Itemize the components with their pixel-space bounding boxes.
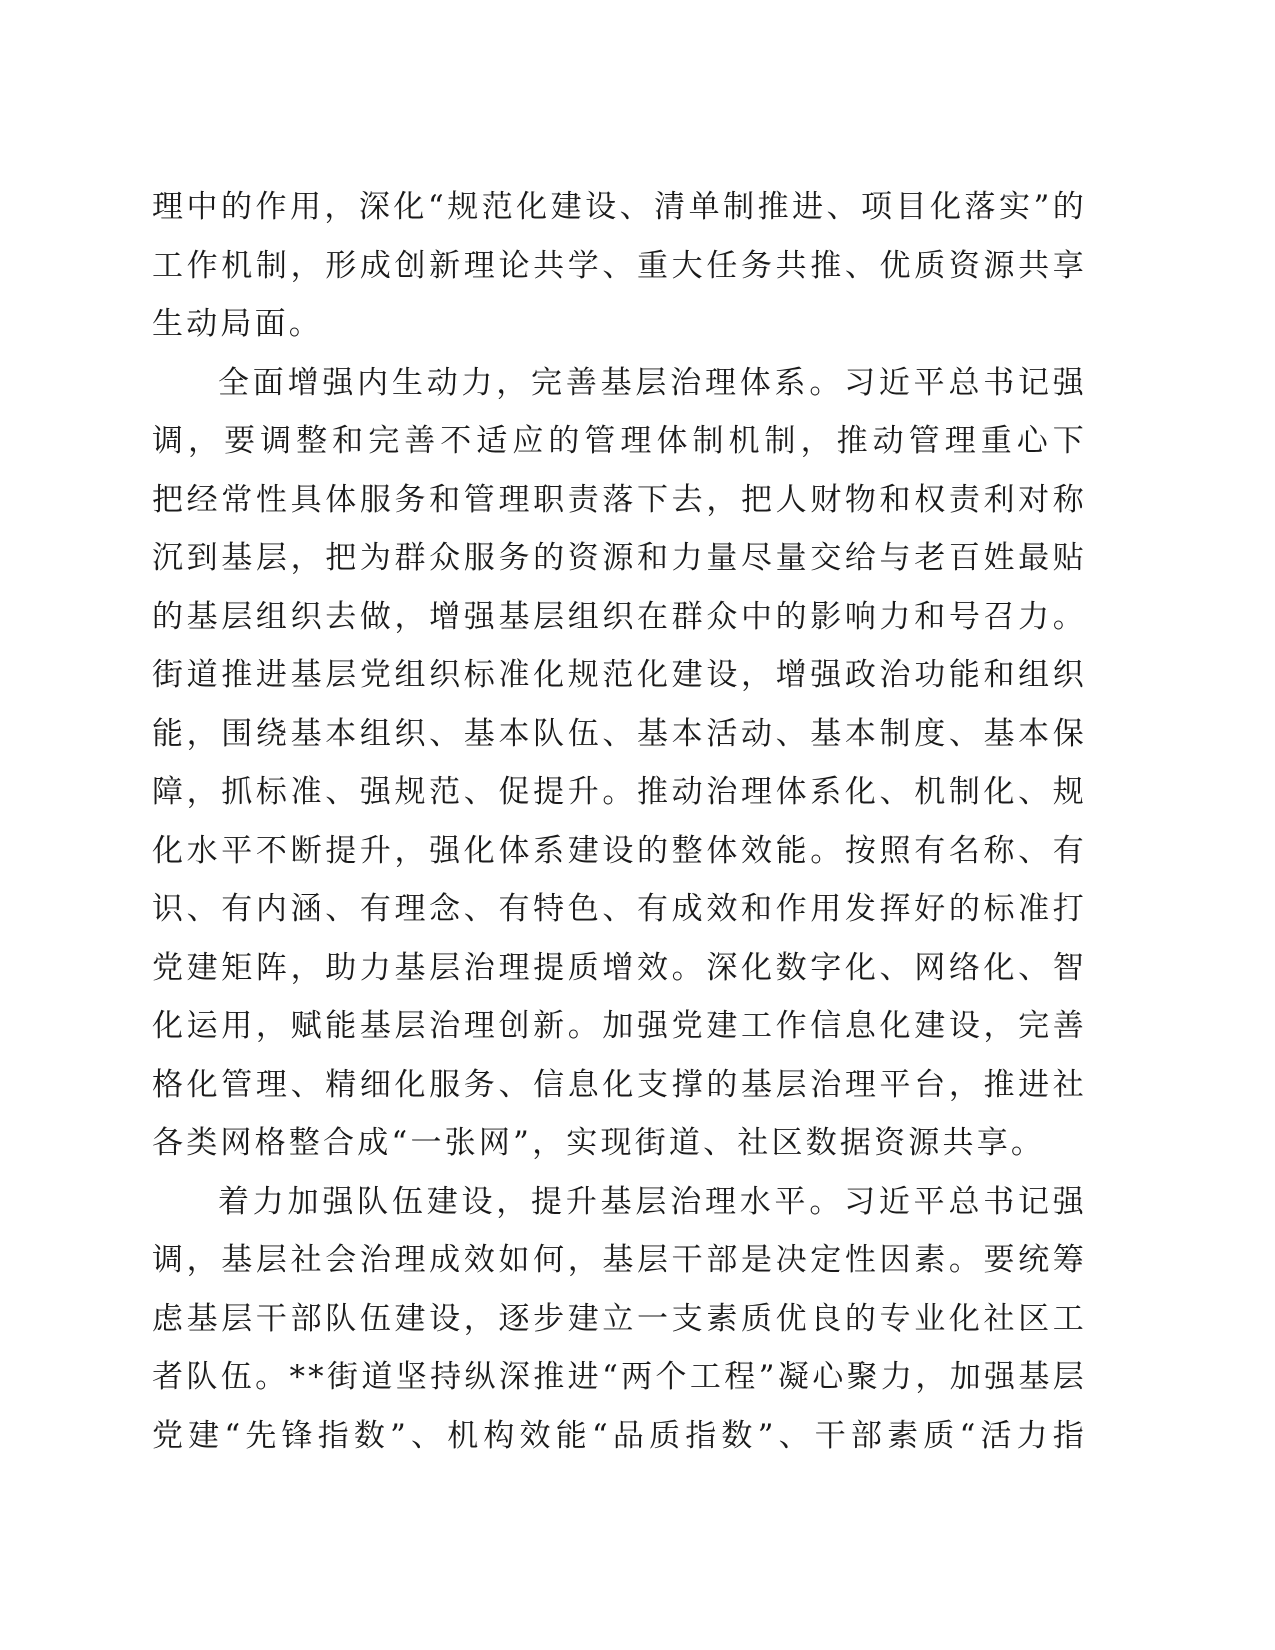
document-body: [152, 178, 1087, 1465]
text-line: 生动局面。: [152, 306, 323, 342]
text-line: 把经常性具体服务和管理职责落下去，把人财物和权责利对称: [152, 481, 1087, 518]
text-line: 调，基层社会治理成效如何，基层干部是决定性因素。要统筹: [152, 1242, 1087, 1278]
text-line: 党建矩阵，助力基层治理提质增效。深化数字化、网络化、智: [152, 949, 1087, 986]
text-line: 工作机制，形成创新理论共学、重大任务共推、优质资源共享: [152, 247, 1087, 284]
text-line: 虑基层干部队伍建设，逐步建立一支素质优良的专业化社区工: [152, 1300, 1087, 1337]
text-line: 格化管理、精细化服务、信息化支撑的基层治理平台，推进社: [152, 1066, 1087, 1103]
text-line: 化水平不断提升，强化体系建设的整体效能。按照有名称、有: [152, 832, 1087, 869]
text-line: 街道推进基层党组织标准化规范化建设，增强政治功能和组织: [152, 657, 1087, 693]
text-line: 障，抓标准、强规范、促提升。推动治理体系化、机制化、规: [152, 774, 1087, 810]
text-line: 者队伍。**街道坚持纵深推进“两个工程”凝心聚力，加强基层: [152, 1359, 1087, 1395]
text-line: 化运用，赋能基层治理创新。加强党建工作信息化建设，完善: [152, 1008, 1087, 1044]
text-line: 党建“先锋指数”、机构效能“品质指数”、干部素质“活力指: [152, 1417, 1087, 1454]
text-line: 沉到基层，把为群众服务的资源和力量尽量交给与老百姓最贴: [152, 540, 1087, 576]
text-line: 的基层组织去做，增强基层组织在群众中的影响力和号召力。: [152, 598, 1087, 635]
text-line: 各类网格整合成“一张网”，实现街道、社区数据资源共享。: [152, 1125, 1046, 1161]
text-line: 调，要调整和完善不适应的管理体制机制，推动管理重心下: [152, 423, 1087, 459]
text-line: 能，围绕基本组织、基本队伍、基本活动、基本制度、基本保: [152, 715, 1087, 752]
text-line: 识、有内涵、有理念、有特色、有成效和作用发挥好的标准打: [152, 891, 1087, 927]
paragraph-first-line: 着力加强队伍建设，提升基层治理水平。习近平总书记强: [218, 1183, 1087, 1220]
paragraph-first-line: 全面增强内生动力，完善基层治理体系。习近平总书记强: [218, 364, 1087, 401]
text-line: 理中的作用，深化“规范化建设、清单制推进、项目化落实”的: [152, 189, 1087, 225]
